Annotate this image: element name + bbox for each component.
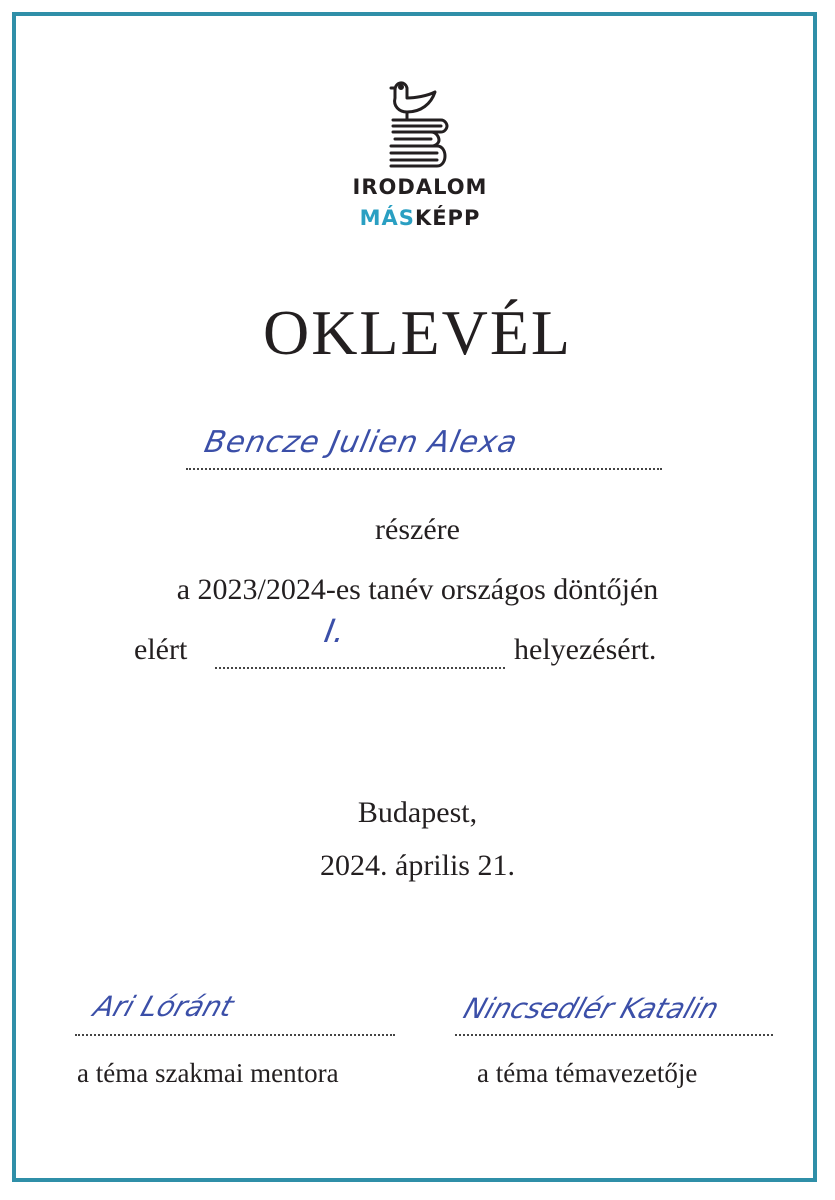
placement-row xyxy=(0,633,835,673)
placement-prefix: elért xyxy=(134,633,188,666)
supervisor-signature: Nincsedlér Katalin xyxy=(459,992,724,1025)
mentor-signature-line xyxy=(75,1034,395,1036)
bird-on-books-icon xyxy=(385,76,453,176)
logo-text-line1: IRODALOM xyxy=(352,175,488,199)
logo-text-rest: KÉPP xyxy=(414,206,481,230)
placement-suffix: helyezésért. xyxy=(514,633,657,666)
logo-text-accent: MÁS xyxy=(359,206,415,230)
mentor-signature: Ari Lóránt xyxy=(89,990,238,1023)
for-text: részére xyxy=(375,513,460,546)
supervisor-signature-line xyxy=(455,1034,773,1036)
city: Budapest, xyxy=(357,796,478,829)
recipient-name-line xyxy=(186,468,662,470)
date: 2024. április 21. xyxy=(320,849,515,882)
certificate-title: OKLEVÉL xyxy=(262,297,573,368)
supervisor-label: a téma témavezetője xyxy=(477,1058,698,1088)
placement-handwritten: I. xyxy=(321,612,348,650)
mentor-label: a téma szakmai mentora xyxy=(77,1058,339,1088)
placement-line xyxy=(215,667,505,669)
achievement-line: a 2023/2024-es tanév országos döntőjén xyxy=(176,573,659,606)
logo-text-line2 xyxy=(345,206,495,230)
recipient-name-handwritten: Bencze Julien Alexa xyxy=(201,425,522,460)
